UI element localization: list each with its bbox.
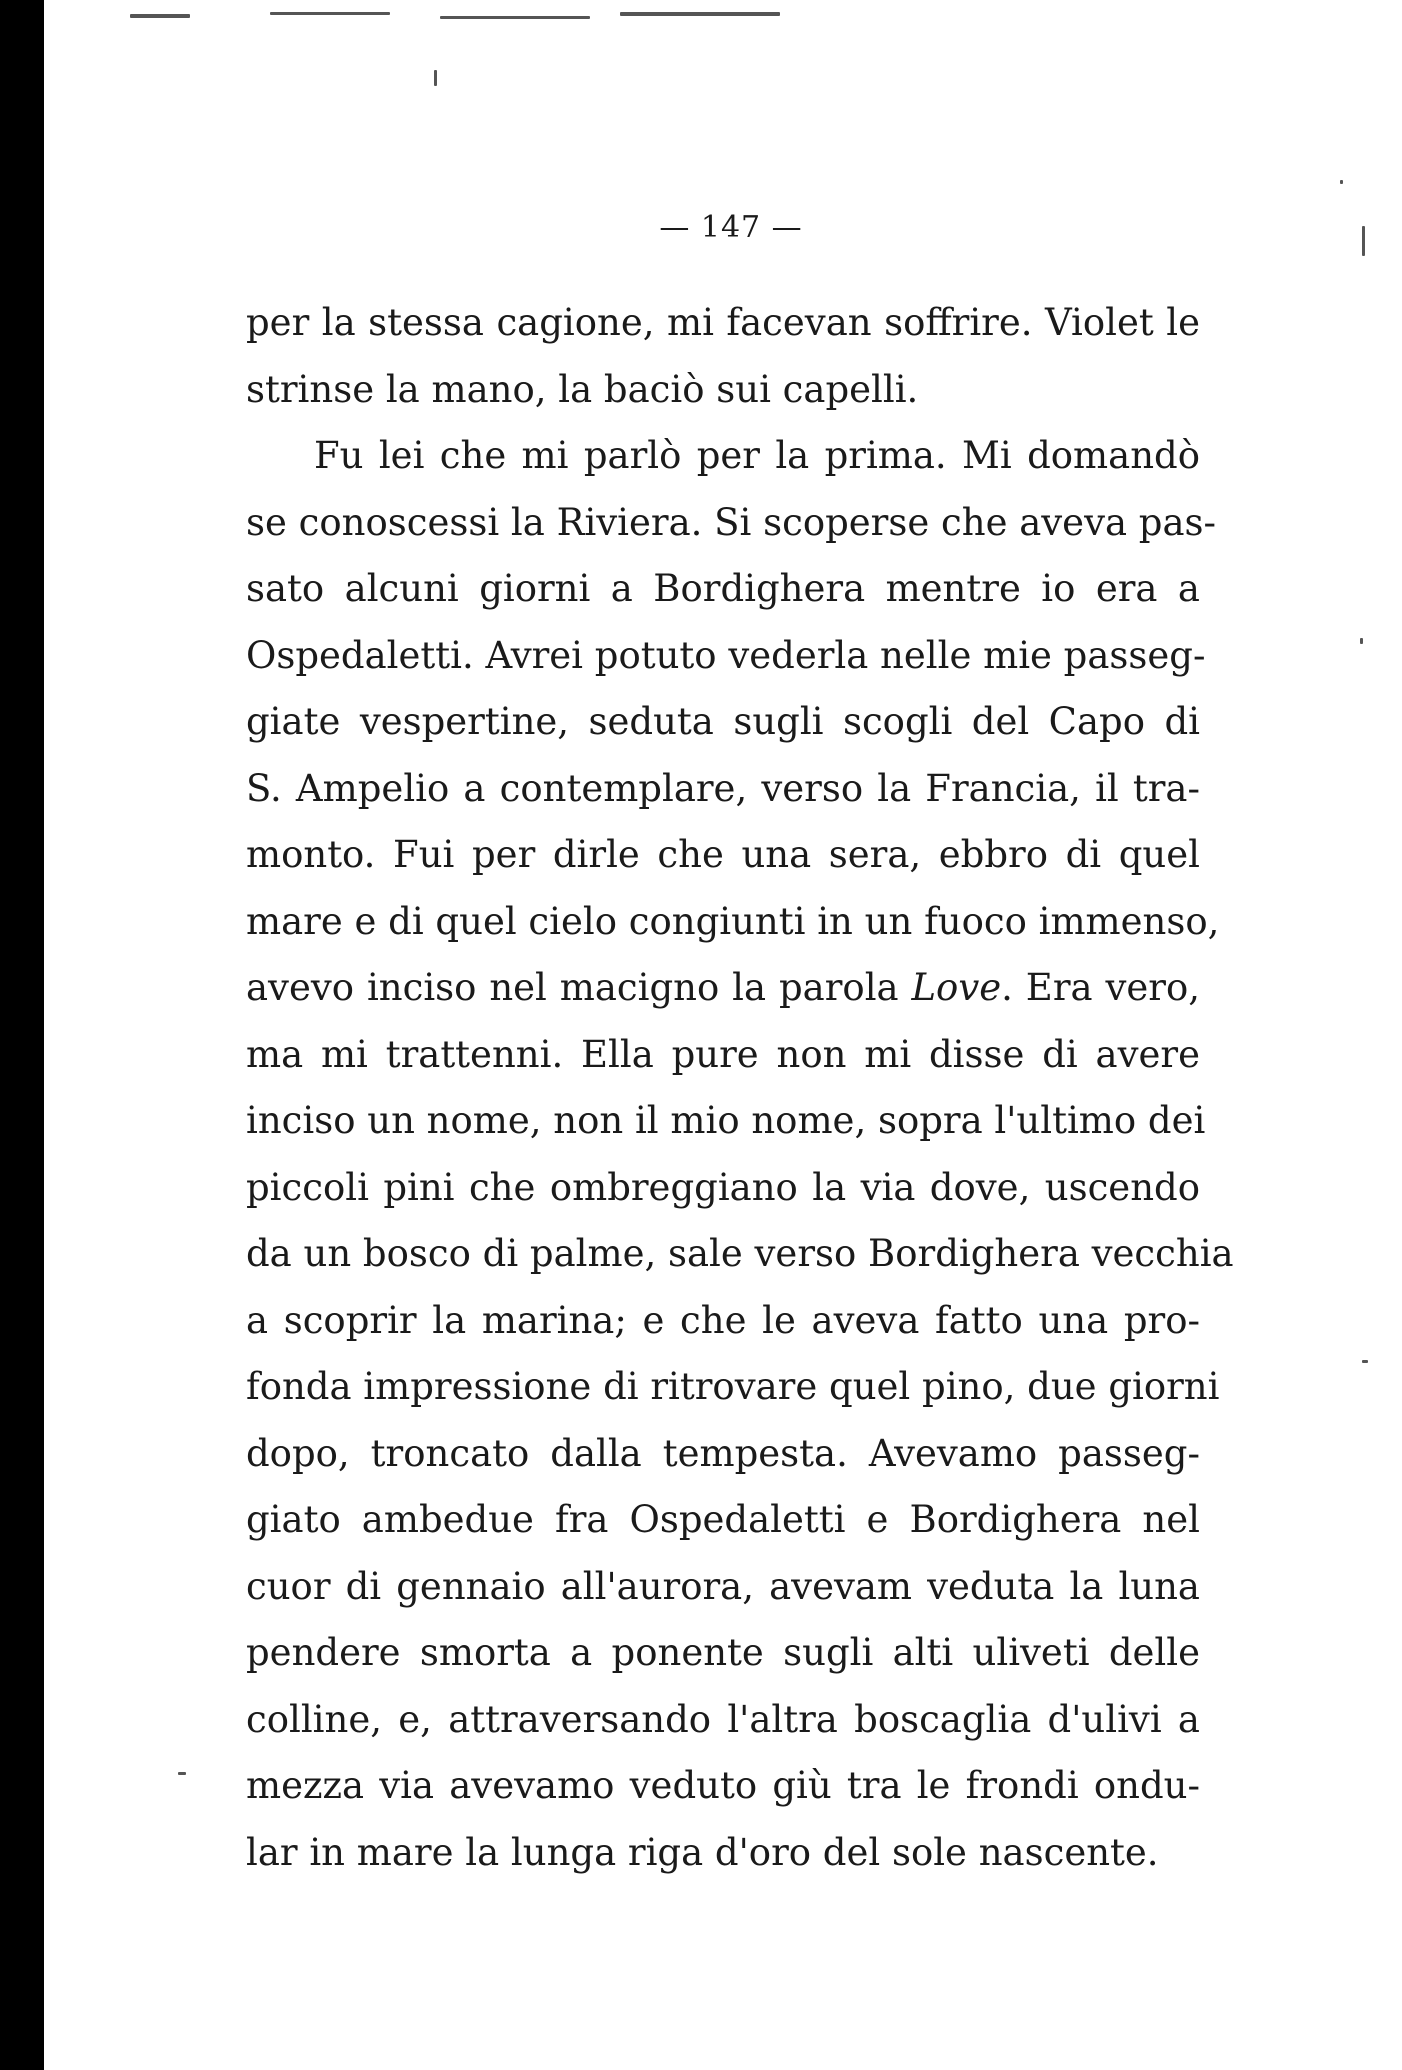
text-line: cuor di gennaio all'aurora, avevam veduta la luna: [246, 1564, 1200, 1608]
scan-edge: [0, 0, 44, 2070]
page-number: — 147 —: [659, 210, 803, 245]
text-line: mare e di quel cielo congiunti in un fuoco immenso,: [246, 899, 1220, 943]
scan-speck: [1362, 1360, 1368, 1363]
scan-speck: [440, 16, 590, 19]
body-text: [246, 290, 1234, 1886]
scan-speck: [178, 1772, 186, 1775]
text-line: giate vespertine, seduta sugli scogli del Capo di: [246, 700, 1200, 743]
text-line: per la stessa cagione, mi facevan soffrire. Violet le: [246, 301, 1200, 344]
text-line: Fu lei che mi parlò per la prima. Mi domandò: [314, 434, 1200, 477]
text-line: S. Ampelio a contemplare, verso la Francia, il tra-: [246, 766, 1200, 810]
scan-speck: [1340, 180, 1343, 184]
text-line: Ospedaletti. Avrei potuto vederla nelle mie passeg-: [246, 633, 1206, 677]
paragraph: [246, 423, 1234, 1886]
text-line: lar in mare la lunga riga d'oro del sole nascente.: [246, 1830, 1159, 1874]
scan-speck: [620, 12, 780, 16]
text-line: pendere smorta a ponente sugli alti uliveti delle: [246, 1631, 1200, 1674]
scan-speck: [434, 70, 437, 86]
text-line: mezza via avevamo veduto giù tra le frondi ondu-: [246, 1764, 1200, 1807]
text-line: ma mi trattenni. Ella pure non mi disse di avere: [246, 1032, 1200, 1076]
text-line: da un bosco di palme, sale verso Bordighera vecchia: [246, 1232, 1234, 1275]
text-line: a scoprir la marina; e che le aveva fatto una pro-: [246, 1298, 1200, 1342]
text-line: avevo inciso nel macigno la parola Love. Era vero,: [246, 966, 1200, 1009]
text-line: colline, e, attraversando l'altra boscaglia d'ulivi a: [246, 1697, 1200, 1741]
text-line: dopo, troncato dalla tempesta. Avevamo passeg-: [246, 1431, 1200, 1475]
text-line: giato ambedue fra Ospedaletti e Bordighera nel: [246, 1498, 1200, 1541]
scan-speck: [1360, 638, 1363, 644]
text-line: inciso un nome, non il mio nome, sopra l'ultimo dei: [246, 1099, 1206, 1142]
text-line: monto. Fui per dirle che una sera, ebbro di quel: [246, 833, 1200, 876]
text-line: fonda impressione di ritrovare quel pino, due giorni: [246, 1365, 1220, 1408]
text-line: sato alcuni giorni a Bordighera mentre io era a: [246, 567, 1200, 610]
text-line: piccoli pini che ombreggiano la via dove, uscendo: [246, 1165, 1200, 1209]
paragraph: [246, 290, 1200, 423]
text-line: strinse la mano, la baciò sui capelli.: [246, 367, 919, 411]
scan-speck: [130, 14, 190, 18]
scan-speck: [270, 12, 390, 15]
text-line: se conoscessi la Riviera. Si scoperse che aveva pas-: [246, 500, 1217, 544]
